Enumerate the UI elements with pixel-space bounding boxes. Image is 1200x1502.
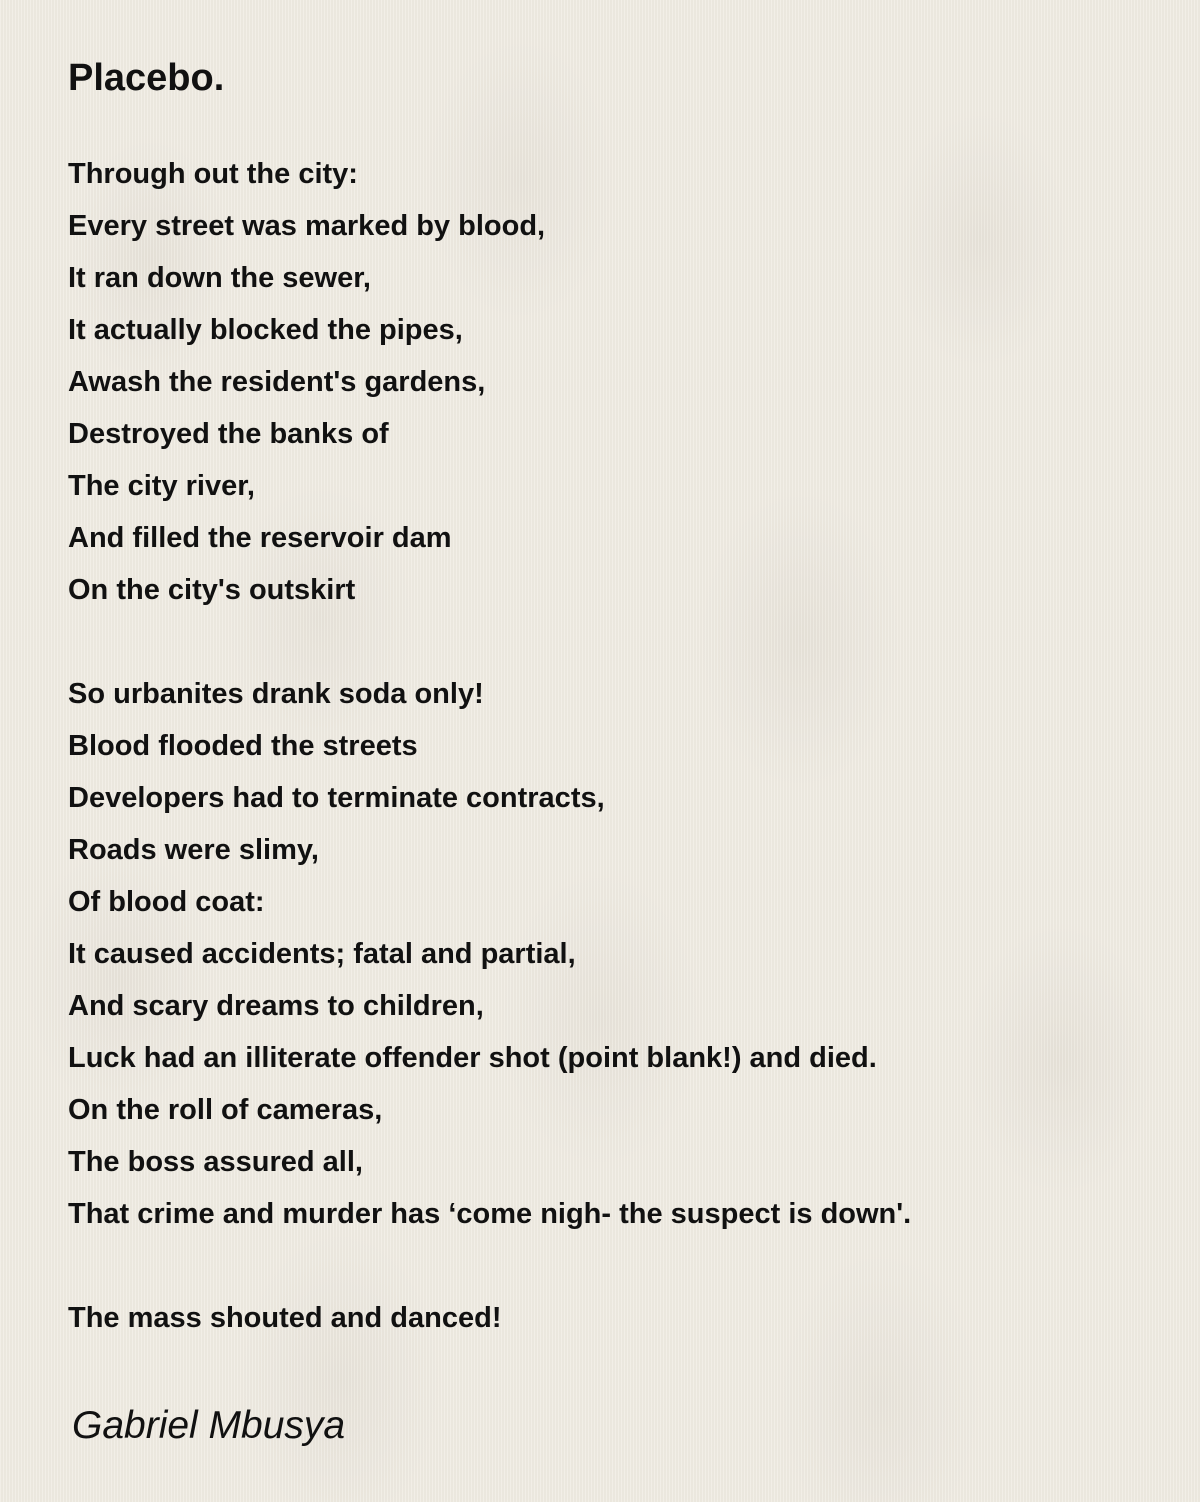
poem-line: Luck had an illiterate offender shot (point blank!) and died.: [68, 1042, 877, 1074]
stanza-2: [68, 668, 1158, 1240]
poem-line: Every street was marked by blood,: [68, 210, 546, 242]
stanza-1: [68, 148, 1158, 616]
poem-line: That crime and murder has ‘come nigh- the suspect is down'.: [68, 1198, 912, 1230]
poem-line: Roads were slimy,: [68, 834, 319, 866]
poem-line: On the city's outskirt: [68, 574, 356, 606]
poem-line: On the roll of cameras,: [68, 1094, 383, 1126]
poem-line: So urbanites drank soda only!: [68, 678, 484, 710]
poem-line: And filled the reservoir dam: [68, 522, 452, 554]
poem-page: [68, 52, 1158, 1452]
poem-line: Through out the city:: [68, 158, 358, 190]
poem-line: Developers had to terminate contracts,: [68, 782, 605, 814]
poem-line: Awash the resident's gardens,: [68, 366, 486, 398]
poem-line: The boss assured all,: [68, 1146, 363, 1178]
poem-line: It caused accidents; fatal and partial,: [68, 938, 576, 970]
poem-author: Gabriel Mbusya: [72, 1404, 346, 1447]
poem-line: The city river,: [68, 470, 255, 502]
poem-body: [68, 148, 1158, 1344]
poem-line: The mass shouted and danced!: [68, 1302, 502, 1334]
poem-line: Destroyed the banks of: [68, 418, 389, 450]
poem-line: Of blood coat:: [68, 886, 265, 918]
poem-line: It ran down the sewer,: [68, 262, 371, 294]
poem-line: And scary dreams to children,: [68, 990, 484, 1022]
stanza-3: [68, 1292, 1158, 1344]
poem-line: Blood flooded the streets: [68, 730, 418, 762]
poem-title: Placebo.: [68, 57, 225, 99]
poem-line: It actually blocked the pipes,: [68, 314, 463, 346]
